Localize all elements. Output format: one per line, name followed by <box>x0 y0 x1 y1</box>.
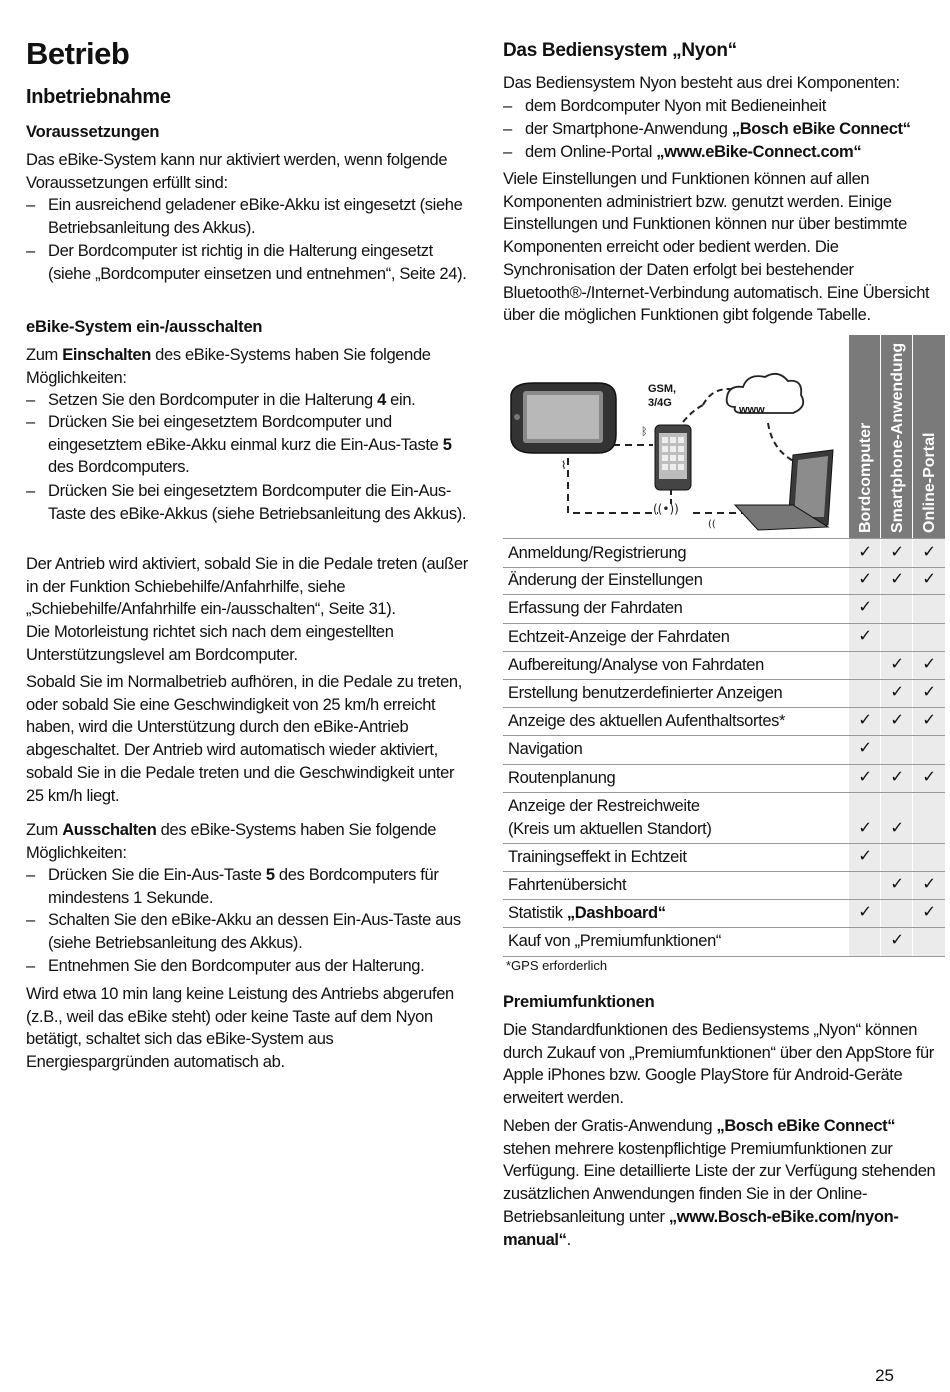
signal-icon: ⌇ <box>561 459 567 472</box>
list-item: – der Smartphone-Anwendung „Bosch eBike Connect“ <box>503 118 945 141</box>
heading-ein-ausschalten: eBike-System ein-/ausschalten <box>26 318 263 336</box>
table-row <box>503 594 945 623</box>
table-row-label: Navigation <box>508 740 583 759</box>
check-mark-bordcomputer: ✓ <box>858 903 872 922</box>
table-row-label: Erstellung benutzerdefinierter Anzeigen <box>508 684 783 702</box>
table-row-label: Anmeldung/Registrierung <box>508 544 687 562</box>
table-row-label: Anzeige der Restreichweite (Kreis um aktuellen Standort) <box>508 796 712 838</box>
table-row <box>503 566 945 595</box>
section-title: Inbetriebnahme <box>26 86 171 108</box>
page-title: Betrieb <box>26 36 130 71</box>
table-row-label: Echtzeit-Anzeige der Fahrdaten <box>508 627 730 646</box>
heading-voraussetzungen: Voraussetzungen <box>26 123 160 141</box>
table-row-label: Trainingseffekt in Echtzeit <box>508 847 687 866</box>
list-item: – Der Bordcomputer ist richtig in die Halterung eingesetzt (siehe „Bordcomputer einsetzen und entnehmen“, Seite 24). <box>26 240 468 285</box>
check-mark-smartphone: ✓ <box>890 570 904 589</box>
paragraph-voraussetzungen: Das eBike-System kann nur aktiviert werden, wenn folgende Voraussetzungen erfüllt sind: <box>26 151 448 192</box>
check-mark-online-portal: ✓ <box>922 903 936 922</box>
check-mark-smartphone: ✓ <box>890 711 904 730</box>
list-item: – Entnehmen Sie den Bordcomputer aus der Halterung. <box>26 955 468 978</box>
check-mark-bordcomputer: ✓ <box>858 818 872 837</box>
table-row-label: Fahrtenübersicht <box>508 876 627 894</box>
footnote: *GPS erforderlich <box>506 958 608 973</box>
table-row <box>503 538 945 568</box>
list-item: – Drücken Sie die Ein-Aus-Taste 5 des Bordcomputers für mindestens 1 Sekunde. <box>26 864 468 909</box>
paragraph-ausschalten: Zum Ausschalten des eBike-Systems haben Sie folgende Möglichkeiten: <box>26 821 437 862</box>
paragraph-premium-2: Neben der Gratis-Anwendung „Bosch eBike Connect“ stehen mehrere kostenpflichtige Premiumfunktionen zur Verfügung. Eine detaillierte Liste der zur Verfügung stehenden zusätzlichen Anwendungen finden Sie in der Online-Betriebsanleitung unter „www.Bosch-eBike.com/nyon-manual“. <box>503 1117 936 1249</box>
bordcomputer-device-icon <box>511 383 616 453</box>
table-row-label: Erfassung der Fahrdaten <box>508 599 683 618</box>
check-mark-bordcomputer: ✓ <box>858 846 872 865</box>
table-row <box>503 843 945 872</box>
table-row <box>503 792 945 844</box>
table-row <box>503 651 945 680</box>
column-header-bordcomputer: Bordcomputer <box>857 422 874 533</box>
check-mark-bordcomputer: ✓ <box>858 711 872 730</box>
smartphone-icon <box>655 425 691 490</box>
paragraph-motorleistung: Die Motorleistung richtet sich nach dem eingestellten Unterstützungslevel am Bordcomputer. <box>26 623 394 664</box>
check-mark-bordcomputer: ✓ <box>858 570 872 589</box>
table-row-label: Kauf von „Premiumfunktionen“ <box>508 932 722 951</box>
check-mark-smartphone: ✓ <box>890 875 904 893</box>
laptop-icon <box>735 450 833 530</box>
table-row <box>503 899 945 928</box>
table-row-label: Statistik „Dashboard“ <box>508 904 666 923</box>
table-row-label: Änderung der Einstellungen <box>508 571 703 590</box>
list-item: – Drücken Sie bei eingesetztem Bordcomputer die Ein-Aus-Taste des eBike-Akkus (siehe Betriebsanleitung des Akkus). <box>26 480 468 525</box>
check-mark-smartphone: ✓ <box>890 543 904 561</box>
table-row <box>503 871 945 900</box>
check-mark-online-portal: ✓ <box>922 767 936 786</box>
paragraph-nyon-intro: Das Bediensystem Nyon besteht aus drei Komponenten: <box>503 74 900 92</box>
check-mark-online-portal: ✓ <box>922 875 936 893</box>
check-mark-online-portal: ✓ <box>922 711 936 730</box>
check-mark-online-portal: ✓ <box>922 543 936 561</box>
paragraph-nyon-overview: Viele Einstellungen und Funktionen können auf allen Komponenten administriert bzw. genutzt werden. Einige Einstellungen und Funktionen können nur über bestimmte Komponenten erreicht oder bedient werden. Die Synchronisation der Daten erfolgt bei bestehender Bluetooth®-/Internet-Verbindung automatisch. Eine Übersicht über die möglichen Funktionen gibt folgende Tabelle. <box>503 170 930 325</box>
list-item: – dem Online-Portal „www.eBike-Connect.com“ <box>503 141 945 164</box>
table-row-label: Anzeige des aktuellen Aufenthaltsortes* <box>508 712 786 731</box>
check-mark-online-portal: ✓ <box>922 654 936 673</box>
table-row <box>503 707 945 736</box>
section-title-nyon: Das Bediensystem „Nyon“ <box>503 40 737 61</box>
check-mark-bordcomputer: ✓ <box>858 543 872 561</box>
paragraph-einschalten: Zum Einschalten des eBike-Systems haben Sie folgende Möglichkeiten: <box>26 346 431 387</box>
table-row <box>503 679 945 708</box>
check-mark-smartphone: ✓ <box>890 931 904 950</box>
gsm-label-2: 3/4G <box>648 397 672 409</box>
check-mark-bordcomputer: ✓ <box>858 598 872 617</box>
gsm-label: GSM, <box>648 383 677 395</box>
paragraph-premium-1: Die Standardfunktionen des Bediensystems „Nyon“ können durch Zukauf von „Premiumfunktionen“ über den AppStore für Apple iPhones bzw. Google PlayStore für Android-Geräte erweitert werden. <box>503 1021 934 1108</box>
bluetooth-icon: ᛒ <box>641 425 648 438</box>
table-row <box>503 735 945 764</box>
paragraph-normalbetrieb: Sobald Sie im Normalbetrieb aufhören, in die Pedale zu treten, oder sobald Sie eine Geschwindigkeit von 25 km/h erreicht haben, wird die Unterstützung durch den eBike-Antrieb abgeschaltet. Der Antrieb wird automatisch wieder aktiviert, sobald Sie in die Pedale treten und die Geschwindigkeit unter 25 km/h liegt. <box>26 673 462 805</box>
table-row <box>503 927 945 956</box>
table-row-label: Routenplanung <box>508 768 616 787</box>
check-mark-smartphone: ✓ <box>890 818 904 837</box>
check-mark-smartphone: ✓ <box>890 767 904 786</box>
column-header-online-portal: Online-Portal <box>921 432 938 533</box>
table-row <box>503 623 945 652</box>
table-row-label: Aufbereitung/Analyse von Fahrdaten <box>508 655 764 674</box>
table-row <box>503 764 945 793</box>
list-item: – Ein ausreichend geladener eBike-Akku ist eingesetzt (siehe Betriebsanleitung des Akkus). <box>26 194 468 239</box>
check-mark-online-portal: ✓ <box>922 683 936 701</box>
check-mark-bordcomputer: ✓ <box>858 626 872 645</box>
system-diagram <box>503 365 843 535</box>
list-item: – Setzen Sie den Bordcomputer in die Halterung 4 ein. <box>26 389 468 412</box>
check-mark-bordcomputer: ✓ <box>858 739 872 758</box>
check-mark-online-portal: ✓ <box>922 570 936 589</box>
paragraph-antrieb: Der Antrieb wird aktiviert, sobald Sie in die Pedale treten (außer in der Funktion Schiebehilfe/Anfahrhilfe, siehe „Schiebehilfe/Anfahrhilfe ein-/ausschalten“, Seite 31). <box>26 555 468 619</box>
check-mark-bordcomputer: ✓ <box>858 767 872 786</box>
cloud-label: www <box>739 404 765 416</box>
list-item: – dem Bordcomputer Nyon mit Bedieneinheit <box>503 95 945 118</box>
paragraph-energiesparen: Wird etwa 10 min lang keine Leistung des Antriebs abgerufen (z.B., weil das eBike steht) oder keine Taste auf dem Nyon betätigt, schaltet sich das eBike-System aus Energiespargründen automatisch ab. <box>26 985 454 1072</box>
list-item: – Drücken Sie bei eingesetztem Bordcomputer und eingesetztem eBike-Akku einmal kurz die Ein-Aus-Taste 5 des Bordcomputers. <box>26 411 468 479</box>
wireless-icon: (( <box>708 519 716 530</box>
column-header-smartphone: Smartphone-Anwendung <box>889 342 906 533</box>
list-item: – Schalten Sie den eBike-Akku an dessen Ein-Aus-Taste aus (siehe Betriebsanleitung des Akkus). <box>26 909 468 954</box>
check-mark-smartphone: ✓ <box>890 683 904 701</box>
heading-premiumfunktionen: Premiumfunktionen <box>503 993 655 1011</box>
page-number: 25 <box>875 1366 894 1385</box>
check-mark-smartphone: ✓ <box>890 654 904 673</box>
wifi-icon: ((•)) <box>653 502 679 516</box>
